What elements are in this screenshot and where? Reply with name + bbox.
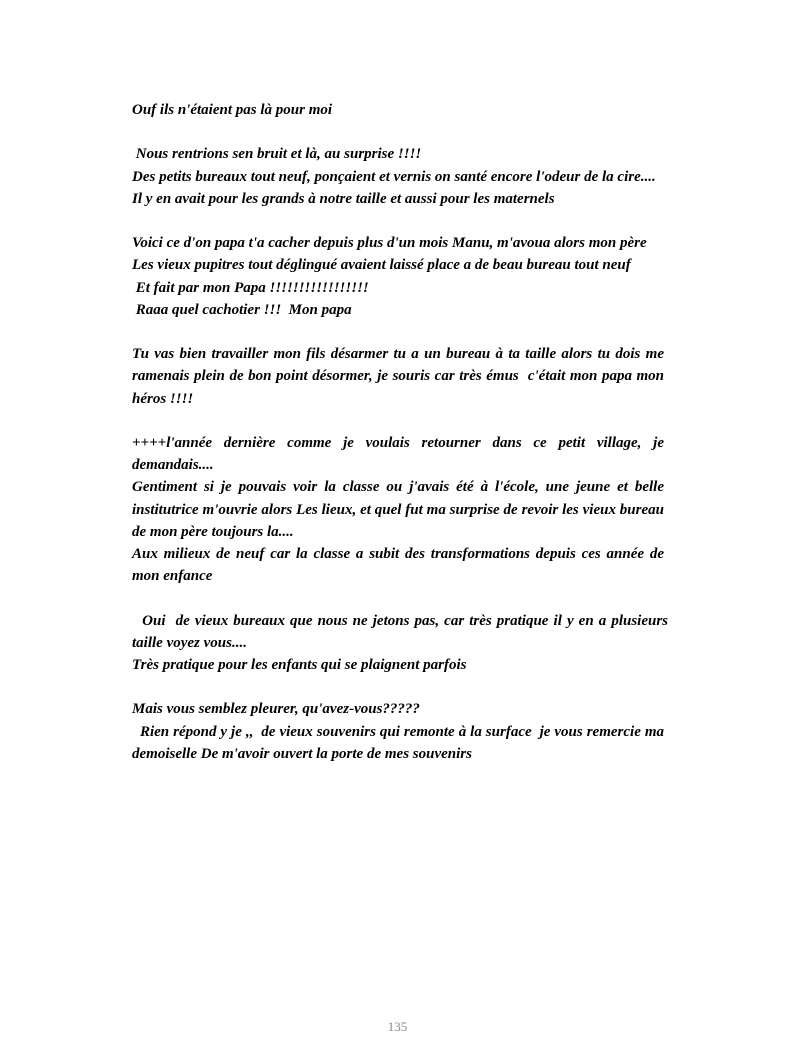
text-line: Oui de vieux bureaux que nous ne jetons pas, car très pratique il y en a plusieurs taille voyez vous.... (132, 612, 672, 651)
text-line: Mais vous semblez pleurer, qu'avez-vous????? (132, 701, 420, 718)
page-number: 135 (387, 1019, 408, 1034)
paragraph (132, 610, 672, 677)
text-line: Il y en avait pour les grands à notre taille et aussi pour les maternels (132, 190, 555, 207)
paragraph (132, 343, 668, 410)
text-line: Et fait par mon Papa !!!!!!!!!!!!!!!!! (132, 279, 369, 296)
text-line: Gentiment si je pouvais voir la classe ou j'avais été à l'école, une jeune et belle institutrice m'ouvrie alors Les lieux, et quel fut ma surprise de revoir les vieux bureau de mon père toujours la.... (132, 479, 668, 540)
paragraph (132, 143, 664, 210)
paragraph (132, 432, 668, 587)
text-line: Les vieux pupitres tout déglingué avaient laissé place a de beau bureau tout neuf (132, 257, 631, 274)
body-text (132, 99, 672, 787)
text-line: Raaa quel cachotier !!! Mon papa (132, 301, 352, 318)
text-line: Tu vas bien travailler mon fils désarmer tu a un bureau à ta taille alors tu dois me ramenais plein de bon point désormer, je souris car très émus c'était mon papa mon héros !!!! (132, 346, 668, 407)
text-line: Voici ce d'on papa t'a cacher depuis plus d'un mois Manu, m'avoua alors mon père (132, 235, 647, 252)
text-line: Rien répond y je ,, de vieux souvenirs qui remonte à la surface je vous remercie ma demoiselle De m'avoir ouvert la porte de mes souvenirs (132, 723, 668, 762)
text-line: ++++l'année dernière comme je voulais retourner dans ce petit village, je demandais.... (132, 434, 668, 474)
text-line: Ouf ils n'étaient pas là pour moi (132, 102, 333, 118)
text-line: Nous rentrions sen bruit et là, au surprise !!!! (132, 146, 422, 163)
paragraph (132, 232, 664, 321)
paragraph (132, 698, 668, 765)
paragraph (132, 99, 664, 121)
text-line: Aux milieux de neuf car la classe a subit des transformations depuis ces année de mon enfance (132, 546, 668, 585)
text-line: Très pratique pour les enfants qui se plaignent parfois (132, 657, 467, 673)
text-line: Des petits bureaux tout neuf, ponçaient et vernis on santé encore l'odeur de la cire.... (132, 168, 656, 185)
